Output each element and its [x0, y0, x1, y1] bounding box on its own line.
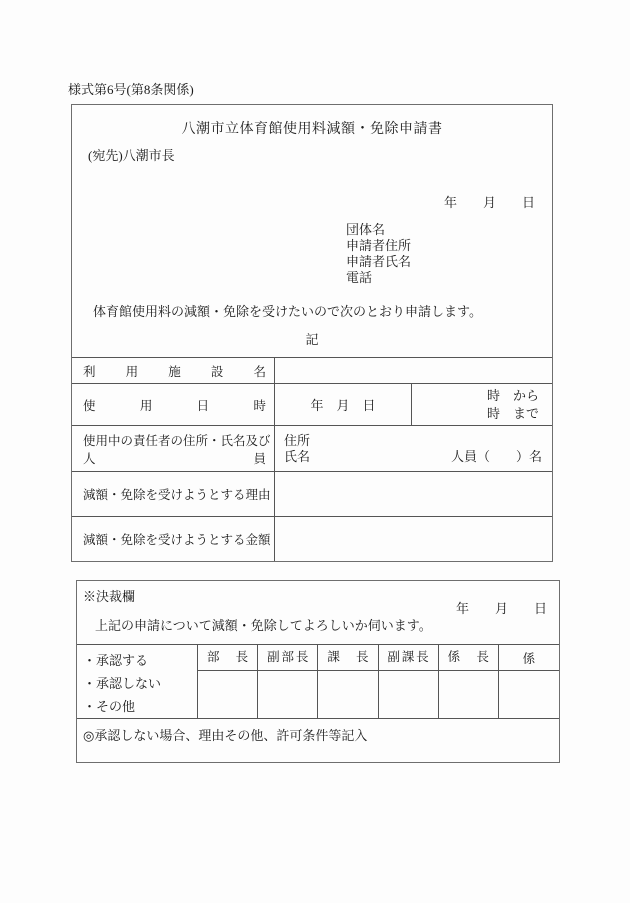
stamp-cell-deputy-department-head [258, 671, 318, 718]
approval-option-reject: ・承認しない [83, 676, 162, 691]
note-heading: 記 [305, 332, 319, 347]
responsible-name-label: 氏名 [284, 448, 311, 464]
addressee-line: (宛先)八潮市長 [88, 148, 175, 163]
application-date-line: 年 月 日 [443, 195, 535, 210]
header-deputy-section-chief: 副課長 [379, 645, 439, 671]
approval-date-line: 年 月 日 [455, 601, 547, 616]
application-form-box [71, 104, 553, 562]
personnel-count-label: 人員（ ）名 [450, 448, 542, 464]
stamp-cell-deputy-section-chief [379, 671, 439, 718]
applicant-address-label: 申請者住所 [346, 238, 412, 253]
application-statement: 体育館使用料の減額・免除を受けたいので次のとおり申請します。 [93, 304, 482, 319]
header-section-chief: 課長 [318, 645, 378, 671]
approval-option-approve: ・承認する [83, 653, 149, 668]
responsible-person-value-cell [275, 426, 552, 472]
stamp-cell-section-chief [318, 671, 378, 718]
applicant-info-block [346, 222, 411, 286]
approval-option-other: ・その他 [83, 699, 136, 714]
form-title: 八潮市立体育館使用料減額・免除申請書 [181, 122, 443, 137]
stamp-cell-subsection-chief [439, 671, 499, 718]
facility-name-value-cell [275, 358, 552, 384]
form-number-label: 様式第6号(第8条関係) [68, 82, 194, 97]
header-department-head: 部長 [198, 645, 258, 671]
stamp-cell-staff [499, 671, 559, 718]
applicant-name-label: 申請者氏名 [346, 254, 412, 269]
time-from-label: 時 から [486, 387, 539, 403]
time-to-label: 時 まで [486, 405, 539, 421]
header-subsection-chief: 係長 [439, 645, 499, 671]
facility-name-label: 利用施設名 [72, 358, 275, 384]
approval-section-label: ※決裁欄 [83, 589, 136, 604]
reduction-reason-label: 減額・免除を受けようとする理由 [72, 472, 275, 517]
approval-table [77, 644, 559, 719]
use-date-cell: 年 月 日 [275, 384, 412, 426]
applicant-phone-label: 電話 [346, 270, 373, 285]
use-datetime-label: 使用日時 [72, 384, 275, 426]
approval-remark-text: ◎承認しない場合、理由その他、許可条件等記入 [83, 728, 368, 743]
reduction-amount-value-cell [275, 517, 552, 561]
responsible-person-label [72, 426, 275, 472]
responsible-address-label: 住所 [284, 432, 311, 448]
applicant-organization-label: 団体名 [346, 222, 386, 237]
application-table [72, 357, 552, 561]
header-deputy-department-head: 副部長 [258, 645, 318, 671]
reduction-amount-label: 減額・免除を受けようとする金額 [72, 517, 275, 561]
header-staff: 係 [499, 645, 559, 671]
use-time-cell [412, 384, 552, 426]
stamp-cell-department-head [198, 671, 258, 718]
responsible-label-line1: 使用中の責任者の住所・氏名及び [83, 433, 271, 448]
approval-options [77, 645, 198, 718]
approval-inquiry-text: 上記の申請について減額・免除してよろしいか伺います。 [95, 618, 432, 633]
approval-section-box [76, 580, 560, 763]
responsible-label-line2: 人員 [83, 451, 266, 466]
reduction-reason-value-cell [275, 472, 552, 517]
